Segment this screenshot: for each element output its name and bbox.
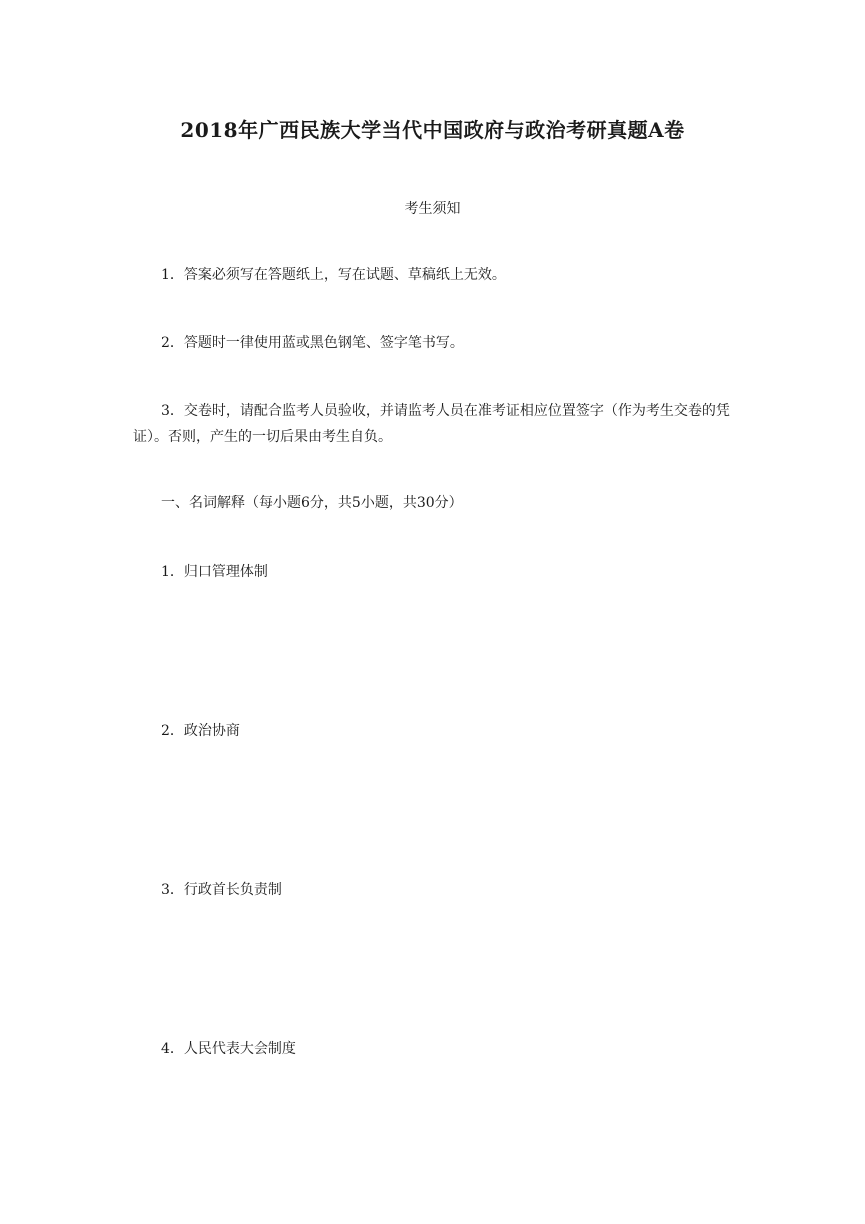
notice-item-3: 3．交卷时，请配合监考人员验收，并请监考人员在准考证相应位置签字（作为考生交卷的凭证）。否则，产生的一切后果由考生自负。 [133, 403, 730, 445]
question-2: 2．政治协商 [161, 723, 240, 739]
notice-heading: 考生须知 [404, 201, 461, 217]
page-title: 2018年广西民族大学当代中国政府与政治考研真题A卷 [180, 118, 685, 142]
question-3: 3．行政首长负责制 [161, 882, 282, 898]
notice-item-2: 2．答题时一律使用蓝或黑色钢笔、签字笔书写。 [161, 335, 464, 351]
question-1: 1．归口管理体制 [161, 564, 268, 580]
notice-item-1: 1．答案必须写在答题纸上，写在试题、草稿纸上无效。 [161, 267, 506, 283]
section-heading: 一、名词解释（每小题6分，共5小题，共30分） [161, 495, 463, 511]
question-4: 4．人民代表大会制度 [161, 1041, 296, 1057]
